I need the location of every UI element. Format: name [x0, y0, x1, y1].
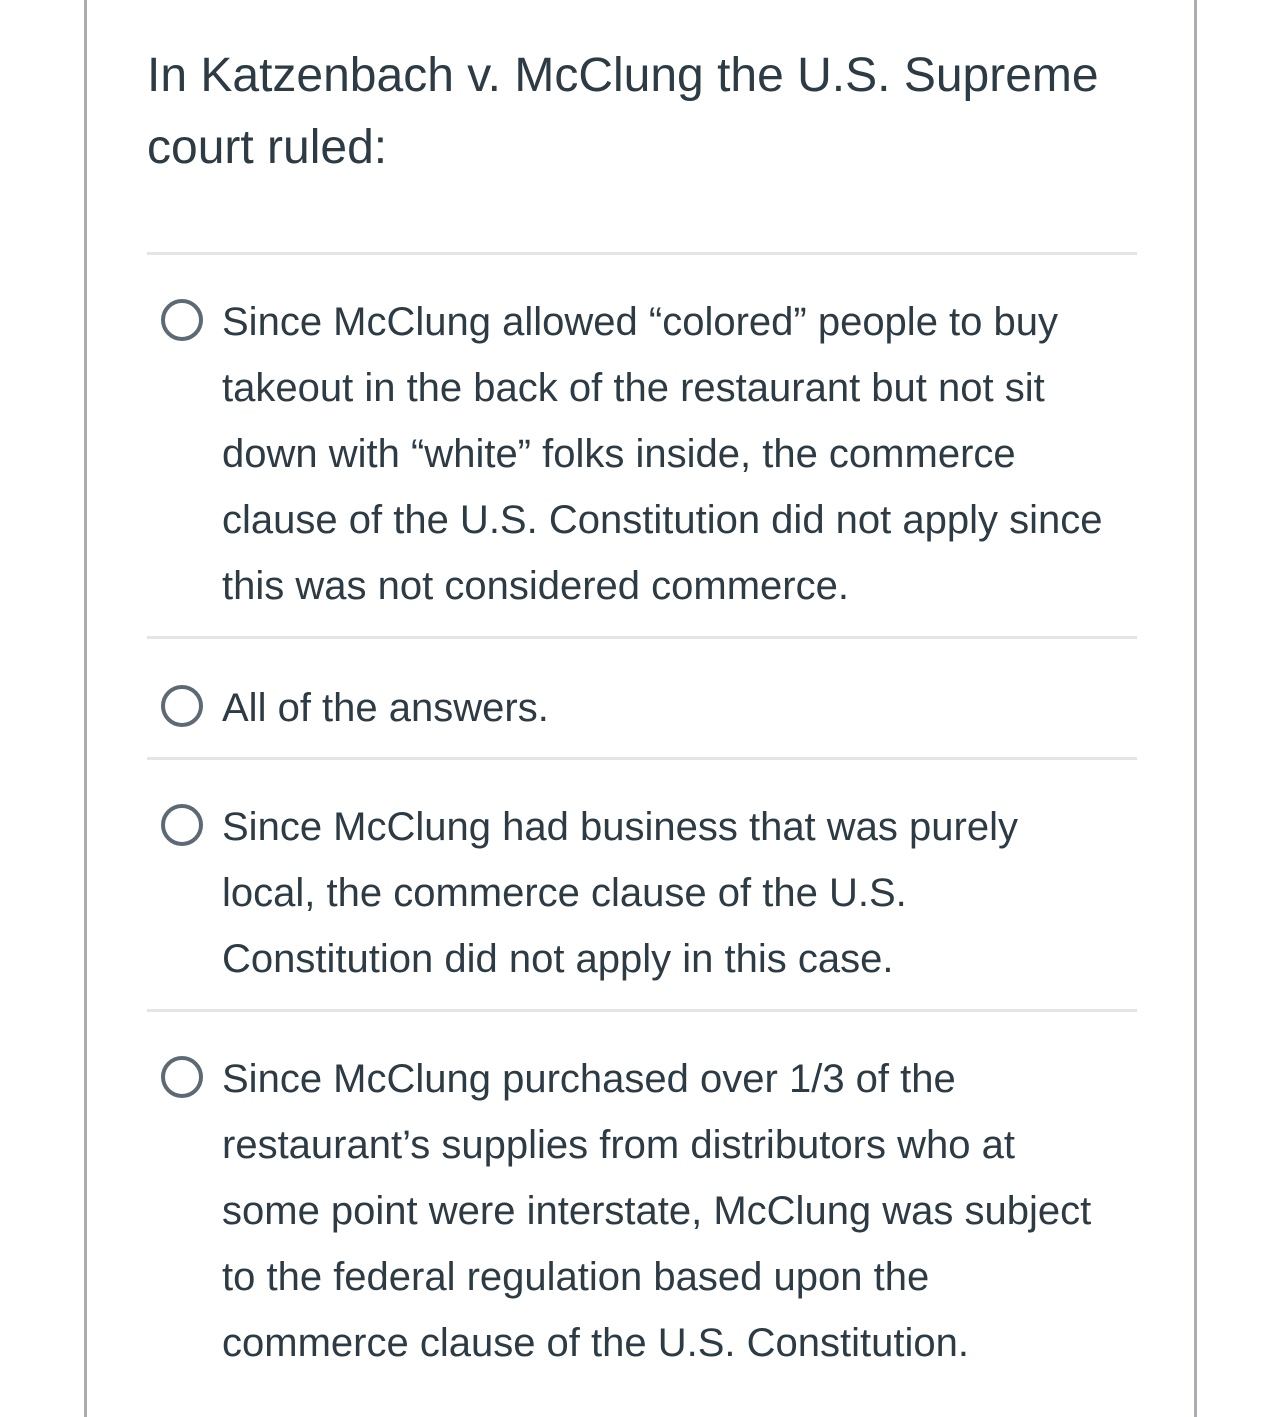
radio-button-icon[interactable] [161, 299, 203, 341]
answer-option-3[interactable] [147, 757, 1137, 1009]
radio-button-icon[interactable] [161, 1056, 203, 1098]
answer-list [147, 252, 1137, 1365]
answer-label: All of the answers. [222, 686, 549, 730]
radio-button-icon[interactable] [161, 685, 203, 727]
answer-option-1[interactable] [147, 252, 1137, 636]
answer-label: Since McClung allowed “colored” people to buy takeout in the back of the restaurant but not sit down with “white” folks inside, the commerce clause of the U.S. Constitution did not apply since this was not considered commerce. [222, 300, 1103, 608]
answer-option-2[interactable] [147, 636, 1137, 757]
answer-label: Since McClung had business that was purely local, the commerce clause of the U.S. Constitution did not apply in this case. [222, 805, 1018, 981]
answer-label: Since McClung purchased over 1/3 of the restaurant’s supplies from distributors who at some point were interstate, McClung was subject to the federal regulation based upon the commerce clause of the U.S. Constitution. [222, 1057, 1092, 1365]
radio-button-icon[interactable] [161, 804, 203, 846]
question-text: In Katzenbach v. McClung the U.S. Supreme court ruled: [147, 49, 1099, 174]
answer-option-4[interactable] [147, 1009, 1137, 1365]
